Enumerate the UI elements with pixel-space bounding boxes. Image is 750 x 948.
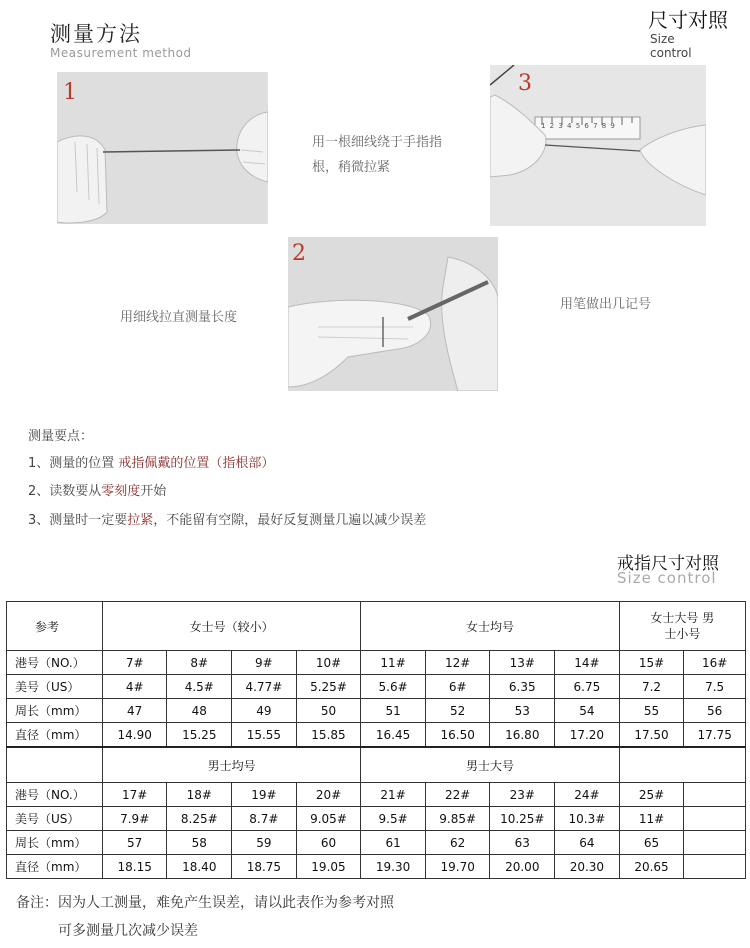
ref-label: 参考 — [7, 602, 103, 651]
table-cell: 54 — [555, 699, 620, 723]
table-cell: 55 — [619, 699, 684, 723]
table-cell: 20.65 — [619, 855, 684, 879]
top-table-row — [7, 723, 746, 748]
row-label: 周长（mm） — [7, 831, 103, 855]
step-3-photo — [490, 65, 706, 226]
table-cell: 60 — [296, 831, 361, 855]
row-label: 周长（mm） — [7, 699, 103, 723]
bottom-table-row — [7, 807, 746, 831]
table-cell: 19.05 — [296, 855, 361, 879]
table-cell: 62 — [425, 831, 490, 855]
table-cell: 16.45 — [361, 723, 426, 748]
table-cell: 49 — [232, 699, 297, 723]
table-cell: 52 — [425, 699, 490, 723]
row-label: 美号（US） — [7, 807, 103, 831]
bottom-table-row — [7, 831, 746, 855]
table-cell: 17.20 — [555, 723, 620, 748]
row-label: 直径（mm） — [7, 855, 103, 879]
table-cell: 18.40 — [167, 855, 232, 879]
table-cell: 11# — [619, 807, 684, 831]
table-cell: 5.6# — [361, 675, 426, 699]
table-cell: 6.35 — [490, 675, 555, 699]
point-1-highlight: 戒指佩戴的位置（指根部） — [118, 456, 275, 471]
point-3-suffix: ，不能留有空隙，最好反复测量几遍以减少误差 — [153, 513, 427, 528]
step-2-caption: 用笔做出几记号 — [560, 297, 652, 312]
point-3-highlight: 拉紧 — [127, 513, 154, 528]
table-cell: 20# — [296, 783, 361, 807]
table-cell: 19# — [232, 783, 297, 807]
table-group-header-bottom — [7, 747, 746, 783]
bottom-ref-empty — [7, 747, 103, 783]
point-3-prefix: 3、测量时一定要 — [28, 513, 128, 528]
table-cell: 23# — [490, 783, 555, 807]
table-cell: 12# — [425, 651, 490, 675]
point-2 — [28, 480, 166, 499]
step-2-number: 2 — [292, 241, 306, 266]
top-table-row — [7, 651, 746, 675]
size-chart-subtitle: Size control — [617, 569, 717, 587]
table-cell: 6.75 — [555, 675, 620, 699]
table-cell: 11# — [361, 651, 426, 675]
pen-marking-illustration — [288, 237, 498, 391]
group-women-small: 女士号（较小） — [102, 602, 360, 651]
table-cell: 63 — [490, 831, 555, 855]
table-group-header-top — [7, 602, 746, 651]
table-cell: 47 — [102, 699, 167, 723]
group-women-large-men-small-label: 女士大号 男士小号 — [650, 611, 715, 641]
table-cell: 7.2 — [619, 675, 684, 699]
step-3-caption: 用一根细线绕于手指指根，稍微拉紧 — [312, 135, 443, 175]
step-1-number: 1 — [63, 80, 77, 105]
table-cell: 64 — [555, 831, 620, 855]
table-cell: 16.80 — [490, 723, 555, 748]
ring-size-table — [6, 601, 746, 879]
table-cell — [684, 807, 746, 831]
table-cell: 18.15 — [102, 855, 167, 879]
ruler-ticks: 1 2 3 4 5 6 7 8 9 — [541, 122, 616, 130]
table-cell: 8.7# — [232, 807, 297, 831]
table-cell: 5.25# — [296, 675, 361, 699]
table-cell: 10.3# — [555, 807, 620, 831]
table-cell: 50 — [296, 699, 361, 723]
row-label: 美号（US） — [7, 675, 103, 699]
table-cell — [684, 831, 746, 855]
table-cell: 19.30 — [361, 855, 426, 879]
table-cell: 18.75 — [232, 855, 297, 879]
table-cell: 25# — [619, 783, 684, 807]
step-1-photo — [57, 72, 268, 224]
table-cell: 7.5 — [684, 675, 746, 699]
table-cell: 10# — [296, 651, 361, 675]
table-cell: 7# — [102, 651, 167, 675]
table-cell: 9.5# — [361, 807, 426, 831]
page-title: 测量方法 — [50, 22, 142, 46]
note-line-1: 备注：因为人工测量，难免产生误差，请以此表作为参考对照 — [16, 895, 394, 911]
table-cell: 19.70 — [425, 855, 490, 879]
row-label: 直径（mm） — [7, 723, 103, 748]
table-cell: 65 — [619, 831, 684, 855]
table-cell: 57 — [102, 831, 167, 855]
group-men-large: 男士大号 — [361, 747, 619, 783]
bottom-table-row — [7, 855, 746, 879]
table-cell: 4# — [102, 675, 167, 699]
bottom-table-row — [7, 783, 746, 807]
group-men-average: 男士均号 — [102, 747, 360, 783]
table-cell: 15.25 — [167, 723, 232, 748]
top-table-row — [7, 675, 746, 699]
hands-thread-illustration — [57, 72, 268, 224]
table-cell: 48 — [167, 699, 232, 723]
point-2-prefix: 2、读数要从 — [28, 484, 102, 499]
size-chart-title: 戒指尺寸对照 — [617, 554, 719, 574]
table-cell: 17.50 — [619, 723, 684, 748]
table-cell: 20.00 — [490, 855, 555, 879]
table-cell — [684, 783, 746, 807]
group-women-large-men-small — [619, 602, 745, 651]
table-cell: 56 — [684, 699, 746, 723]
point-3 — [28, 509, 426, 528]
table-cell: 58 — [167, 831, 232, 855]
group-women-average: 女士均号 — [361, 602, 619, 651]
size-control-en-line2: control — [650, 46, 692, 60]
table-cell: 21# — [361, 783, 426, 807]
table-cell: 15# — [619, 651, 684, 675]
table-cell: 51 — [361, 699, 426, 723]
step-3-number: 3 — [518, 71, 532, 96]
table-cell: 14# — [555, 651, 620, 675]
table-cell: 17# — [102, 783, 167, 807]
table-cell: 59 — [232, 831, 297, 855]
point-1-prefix: 1、测量的位置 — [28, 456, 119, 471]
table-cell: 4.5# — [167, 675, 232, 699]
table-cell: 17.75 — [684, 723, 746, 748]
point-2-suffix: 开始 — [140, 484, 167, 499]
size-control-en-line1: Size — [650, 32, 675, 46]
table-cell: 7.9# — [102, 807, 167, 831]
step-2-photo — [288, 237, 498, 391]
table-cell: 8# — [167, 651, 232, 675]
table-cell: 14.90 — [102, 723, 167, 748]
table-cell: 10.25# — [490, 807, 555, 831]
table-cell: 61 — [361, 831, 426, 855]
table-cell: 16# — [684, 651, 746, 675]
table-cell: 20.30 — [555, 855, 620, 879]
top-table-row — [7, 699, 746, 723]
table-cell: 16.50 — [425, 723, 490, 748]
table-cell: 9.05# — [296, 807, 361, 831]
table-cell: 6# — [425, 675, 490, 699]
points-title: 测量要点： — [28, 429, 94, 444]
row-label: 港号（NO.） — [7, 651, 103, 675]
table-cell: 8.25# — [167, 807, 232, 831]
row-label: 港号（NO.） — [7, 783, 103, 807]
table-cell — [684, 855, 746, 879]
size-control-title: 尺寸对照 — [648, 8, 728, 32]
table-cell: 53 — [490, 699, 555, 723]
table-cell: 22# — [425, 783, 490, 807]
table-cell: 9# — [232, 651, 297, 675]
table-cell: 9.85# — [425, 807, 490, 831]
point-2-highlight: 零刻度 — [101, 484, 141, 499]
table-cell: 15.55 — [232, 723, 297, 748]
step-1-caption: 用细线拉直测量长度 — [120, 310, 238, 325]
table-cell: 18# — [167, 783, 232, 807]
page-subtitle: Measurement method — [50, 46, 192, 60]
note-line-2: 可多测量几次减少误差 — [58, 923, 198, 939]
table-cell: 13# — [490, 651, 555, 675]
bottom-group-empty — [619, 747, 745, 783]
table-cell: 15.85 — [296, 723, 361, 748]
table-cell: 24# — [555, 783, 620, 807]
point-1 — [28, 452, 274, 471]
table-cell: 4.77# — [232, 675, 297, 699]
